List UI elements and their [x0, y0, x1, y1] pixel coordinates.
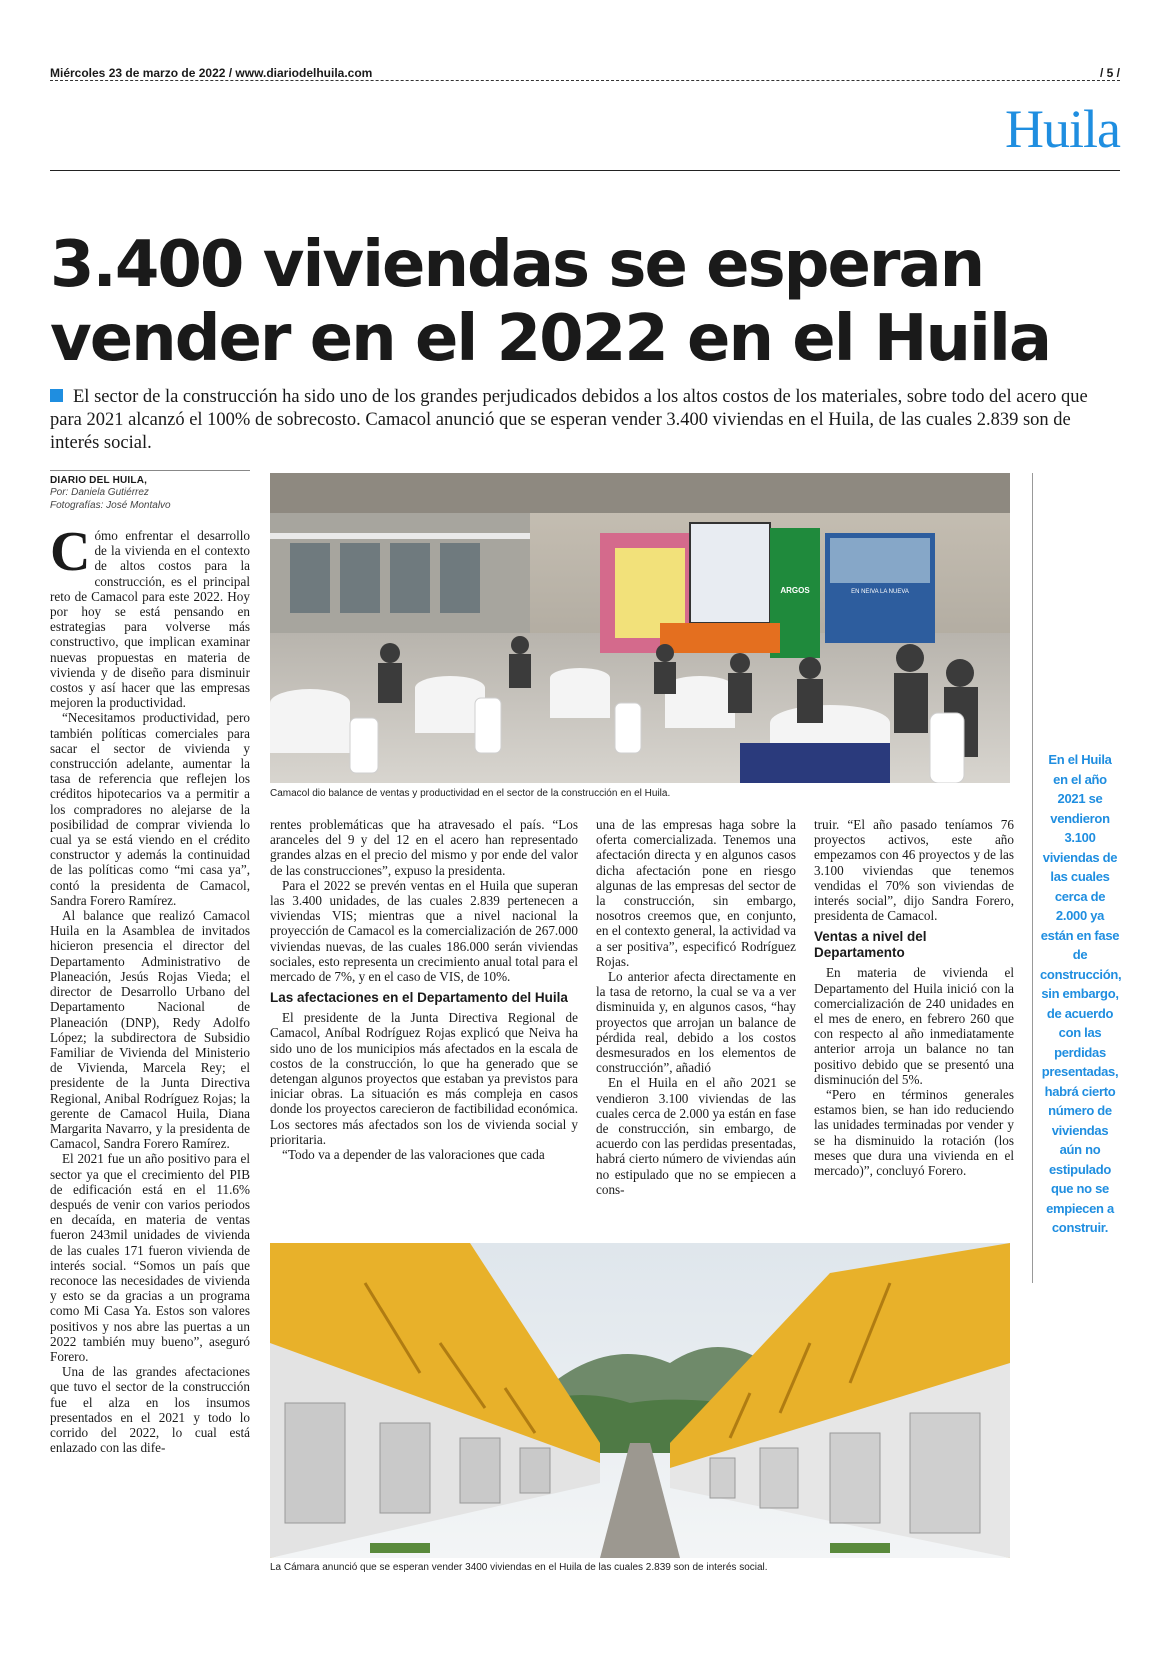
paragraph: una de las empresas haga sobre la oferta comercializada. Tenemos una afectación directa y en algunos casos dicha afectación pone en riesgo algunas de las empresas del sector de la construcción, sin embargo, nosotros creemos que, en conjunto, en el contexto general, la actividad va a ser positiva”, especificó Rodríguez Rojas. [596, 817, 796, 969]
sign-label: EN NEIVA LA NUEVA [851, 589, 909, 595]
subheading: Ventas a nivel del Departamento [814, 929, 927, 961]
lead-paragraph: El sector de la construcción ha sido uno de los grandes perjudicados debidos a los altos costos de los materiales, sobre todo del acero que para 2021 alcanzó el 100% de sobrecosto. Camacol anunció que se esperan vender 3.400 viviendas en el Huila, de las cuales 2.839 son de interés social. [50, 387, 1088, 453]
headline [50, 228, 1130, 376]
bullet-square-icon [50, 389, 63, 402]
paragraph: rentes problemáticas que ha atravesado el país. “Los aranceles del 9 y del 12 en el acero han representado grandes alzas en el precio del mismo y por ende del valor de las construcciones”, expuso la presidenta. [270, 817, 578, 878]
banner-label: ARGOS [780, 586, 810, 595]
paragraph: En materia de vivienda el Departamento del Huila inició con la comercialización de 240 unidades en el mes de enero, en febrero 260 que con respecto al año inmediatamente anterior arroja un balance no tan positivo debido que se presentó una disminución del 5%. [814, 965, 1014, 1087]
byline [50, 470, 250, 512]
paragraph: Una de las grandes afectaciones que tuvo el sector de la construcción fue el alza en los insumos presentados en el 2021 y todo lo corrido del 2022, lo cual está enlazado con las dife- [50, 1364, 250, 1456]
paragraph: En el Huila en el año 2021 se vendieron 3.100 viviendas de las cuales cerca de 2.000 ya están en fase de construcción, sin embargo, de acuerdo con las perdidas presentadas, habrá cierto número de viviendas aún no estipulado que no se empiecen a cons- [596, 1075, 796, 1197]
column-4 [814, 817, 1014, 1178]
byline-photographer: Fotografías: José Montalvo [50, 500, 171, 511]
paragraph: El 2021 fue un año positivo para el sector ya que el crecimiento del PIB de edificación está en el 11.6% después de venir con varios periodos en decaída, en materia de ventas fueron 243mil unidades de vivienda de las cuales 171 fueron vivienda de interés social. “Somos un país que reconoce las necesidades de vivienda y esto se da gracias a un programa como Mi Casa Ya. Estos son valores positivos y nos abre las puertas a un 2022 también muy bueno”, aseguró Forero. [50, 1151, 250, 1364]
paragraph: Para el 2022 se prevén ventas en el Huila que superan las 3.400 unidades, de las cuales 2.839 pertenecen a viviendas VIS; mientras que a nivel nacional la proyección de Camacol es la comercialización de 267.000 viviendas nuevas, de las cuales 186.000 serán viviendas sociales, esto representa un crecimiento anual total para el mercado de 7%, y en el caso de VIS, de 10%. [270, 877, 578, 985]
paragraph: “Pero en términos generales estamos bien, se han ido reduciendo las unidades terminadas por vender y se ha disminuido la rotación (los meses que dura una vivienda en el mercado)”, concluyó Forero. [814, 1087, 1014, 1179]
column-2 [270, 817, 578, 1162]
photo-caption-1: Camacol dio balance de ventas y productividad en el sector de la construcción en el Huila. [270, 788, 671, 799]
paragraph: “Necesitamos productividad, pero también políticas comerciales para sacar el sector de vivienda y construcción adelante, aumentar la tasa de referencia que reflejen los créditos hipotecarios va a permitir a los compradores no alejarse de la posibilidad de comprar vivienda lo cual ya se está viendo en el crédito constructor y además la continuidad de las políticas como “mi casa ya”, contó la presidenta de Camacol, Sandra Forero Ramírez. [50, 710, 250, 908]
headline-line-1: 3.400 viviendas se esperan [50, 228, 984, 302]
section-title: Huila [1005, 99, 1120, 159]
photo-caption-2: La Cámara anunció que se esperan vender 3400 viviendas en el Huila de las cuales 2.839 son de interés social. [270, 1562, 768, 1573]
subheading: Las afectaciones en el Departamento del Huila [270, 990, 568, 1006]
paragraph: Cómo enfrentar el desarrollo de la vivienda en el contexto de altos costos para la construcción, es el principal reto de Camacol para este 2022. Hoy por hoy se está pensando en estrategias para volverse más constructivo, que implican examinar nuevas propuestas en materia de vivienda y de diseño para disminuir costos y así hacer que las empresas mejoren la productividad. [50, 521, 250, 711]
headline-line-2: vender en el 2022 en el Huila [50, 302, 1051, 376]
column-1 [50, 521, 250, 1456]
paragraph: El presidente de la Junta Directiva Regional de Camacol, Aníbal Rodríguez Rojas explicó que Neiva ha sido uno de los municipios más afectados en la escala de costos de la construcción, lo que ha generado que se detengan algunos proyectos que estaban ya previstos para iniciar obras. La situación es más compleja en casos donde los proyectos carecieron de factibilidad económica. Los sectores más afectados son los de vivienda social y prioritaria. [270, 1010, 578, 1147]
pull-quote: En el Huila en el año 2021 se vendieron 3.100 viviendas de las cuales cerca de 2.000 ya están en fase de construcción, sin embargo, de acuerdo con las perdidas presentadas, habrá cierto número de viviendas aún no estipulado que no se empiecen a construir. [1040, 752, 1122, 1235]
conference-photo [270, 473, 1010, 783]
paragraph: truir. “El año pasado teníamos 76 proyectos activos, este año empezamos con 46 proyectos y de las 3.100 viviendas que tenemos vendidas el 70% son viviendas de interés social”, dijo Sandra Forero, presidenta de Camacol. [814, 817, 1014, 924]
column-3 [596, 817, 796, 1197]
page-number: / 5 / [1094, 66, 1120, 80]
byline-author: Por: Daniela Gutiérrez [50, 487, 149, 498]
dateline: Miércoles 23 de marzo de 2022 / www.diariodelhuila.com [50, 66, 373, 80]
housing-photo [270, 1243, 1010, 1558]
paragraph: “Todo va a depender de las valoraciones que cada [282, 1147, 545, 1163]
section-divider [50, 170, 1120, 171]
sidebar-divider [1032, 473, 1033, 1283]
drop-cap: C [50, 521, 91, 583]
paragraph: Lo anterior afecta directamente en la tasa de retorno, la cual se va a ver disminuida y, en algunos casos, “hay proyectos que arrojan un balance de pérdida real, debido a los costos desmesurados en los elementos de construcción”, añadió [596, 969, 796, 1076]
byline-org: DIARIO DEL HUILA, [50, 475, 148, 486]
paragraph: Al balance que realizó Camacol Huila en la Asamblea de invitados hicieron presencia el director del Departamento Administrativo de Planeación, Jesús Rojas Vieda; el director de Desarrollo Urbano del Departamento Nacional de Planeación (DNP), Redy Adolfo López; la subdirectora de Subsidio Familiar de Vivienda del Ministerio de Vivienda, Marcela Rey; el presidente de la Junta Directiva Regional, Anibal Rodríguez Rojas; la gerente de Camacol Huila, Diana Margarita Navarro, y la presidenta de Camacol, Sandra Forero Ramírez. [50, 908, 250, 1152]
header-divider [50, 80, 1120, 81]
